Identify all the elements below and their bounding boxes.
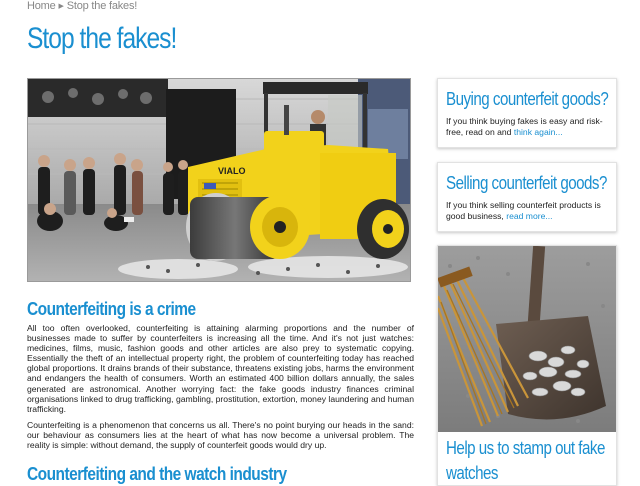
think-again-link[interactable]: think again... [513,127,563,137]
breadcrumb-separator-icon: ▶ [58,3,64,10]
card-selling-title[interactable]: Selling counterfeit goods? [446,173,607,193]
section-heading-crime: Counterfeiting is a crime [27,299,196,319]
breadcrumb [27,0,137,12]
paragraph-crime-2: Counterfeiting is a phenomenon that concerns us all. There's no point burying our heads in the sand: our behaviour as consumers lies at the heart of what has now become a universal problem. The reality is simple: without demand, the supply of counterfeit goods would dry up. [27,420,414,451]
card-selling-text-body: If you think selling counterfeit products is good business, [446,200,601,221]
paragraph-crime-1: All too often overlooked, counterfeiting is attaining alarming proportions and the number of businesses made to suffer by counterfeiters is increasing all the time. And it's not just watches: medicines, films, music, fashion goods and other articles are also prey to systematic copying. Essentially the theft of an intellectual property right, the problem of counterfeiting today has reached global proportions. It drains brands of their substance, threatens existing jobs, harms the environment and endangers the health of consumers. Worth an estimated 400 billion dollars annually, the sales generated are astronomical. Another worrying fact: the fake goods industry finances criminal organisations linked to drug trafficking, gambling, prostitution, extortion, money laundering and human trafficking. [27,323,414,414]
page-title: Stop the fakes! [27,22,177,55]
card-buying-text [446,116,608,138]
breadcrumb-current: Stop the fakes! [66,0,138,12]
roller-brand-label: VIALO [218,166,246,176]
card-selling-counterfeit[interactable] [437,162,617,232]
section-heading-watch-industry: Counterfeiting and the watch industry [27,464,287,484]
card-buying-counterfeit[interactable] [437,78,617,148]
read-more-link[interactable]: read more... [506,211,553,221]
card-buying-title[interactable]: Buying counterfeit goods? [446,89,609,109]
hero-illustration [28,79,411,282]
card-stamp-title[interactable]: Help us to stamp out fake watches [446,438,605,483]
card-stamp-out-fakes[interactable] [437,245,617,486]
card-buying-text-body: If you think buying fakes is easy and risk-free, read on and [446,116,603,137]
hero-image [27,78,411,282]
breadcrumb-home-link[interactable]: Home [27,0,56,12]
broom-shovel-photo [438,246,617,432]
card-selling-text [446,200,608,222]
